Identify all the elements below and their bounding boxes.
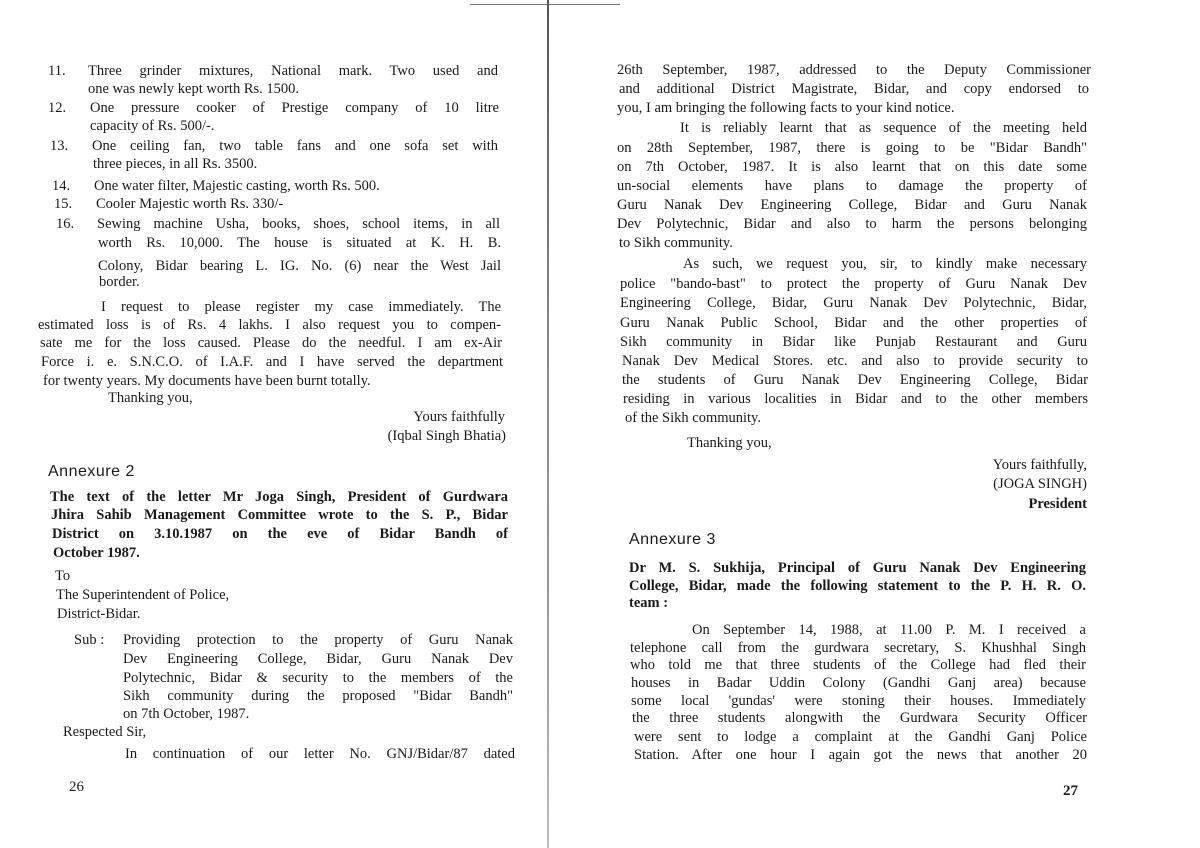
statement-line: telephone call from the gurdwara secretary, S. Khushhal Singh (630, 640, 1086, 656)
item-line: Three grinder mixtures, National mark. Two used and (88, 63, 498, 79)
paragraph-line: It is reliably learnt that as sequence of the meeting held (680, 120, 1087, 136)
paragraph-line: and additional District Magistrate, Bidar, and copy endorsed to (619, 81, 1089, 97)
closing-line: Yours faithfully (413, 409, 505, 425)
statement-line: houses in Badar Uddin Colony (Gandhi Ganj area) because (631, 675, 1086, 691)
paragraph-line: to Sikh community. (619, 235, 733, 251)
item-line: One water filter, Majestic casting, worth Rs. 500. (94, 178, 380, 194)
item-line: One pressure cooker of Prestige company of 10 litre (90, 100, 499, 116)
item-line: One ceiling fan, two table fans and one sofa set with (92, 138, 498, 154)
paragraph-line: 26th September, 1987, addressed to the Deputy Commissioner (617, 62, 1091, 78)
thanking-line: Thanking you, (687, 435, 772, 451)
page-edge-line (470, 4, 620, 5)
subject-line: on 7th October, 1987. (123, 706, 250, 722)
paragraph-line: Engineering College, Bidar, Guru Nanak Dev Polytechnic, Bidar, (620, 295, 1087, 311)
paragraph-line: police "bando-bast" to protect the property of Guru Nanak Dev (620, 276, 1087, 292)
salutation: Respected Sir, (63, 724, 147, 740)
paragraph-line: Nanak Dev Medical Stores. etc. and also to provide security to (622, 353, 1088, 369)
paragraph-line: un-social elements have plans to damage the property of (617, 178, 1087, 194)
paragraph-line: Force i. e. S.N.C.O. of I.A.F. and I have served the department (41, 354, 503, 370)
subject-line: Dev Engineering College, Bidar, Guru Nanak Dev (123, 651, 513, 667)
statement-line: the three students alongwith the Gurdwara Security Officer (632, 710, 1087, 726)
item-number: 12. (48, 100, 67, 116)
statement-line: who told me that three students of the College had fled their (630, 657, 1086, 673)
subject-line: Polytechnic, Bidar & security to the members of the (123, 670, 513, 686)
paragraph-line: for twenty years. My documents have been burnt totally. (43, 373, 371, 389)
signature-line: (Iqbal Singh Bhatia) (387, 428, 506, 444)
item-number: 13. (50, 138, 69, 154)
annexure-intro-line: District on 3.10.1987 on the eve of Bidar Bandh of (52, 526, 508, 542)
signature-title: President (1028, 496, 1087, 512)
signature-line: (JOGA SINGH) (993, 476, 1087, 492)
paragraph-line: estimated loss is of Rs. 4 lakhs. I also request you to compen- (38, 317, 501, 333)
item-number: 14. (52, 178, 71, 194)
annexure-intro-line: Jhira Sahib Management Committee wrote to the S. P., Bidar (51, 507, 508, 523)
paragraph-line: I request to please register my case immediately. The (101, 299, 501, 315)
paragraph-line: Guru Nanak Dev Engineering College, Bidar and Guru Nanak (617, 197, 1087, 213)
annexure-intro-line: October 1987. (53, 545, 140, 561)
item-line: border. (99, 274, 140, 290)
item-line: Colony, Bidar bearing L. IG. No. (6) near the West Jail (98, 258, 501, 274)
body-line: In continuation of our letter No. GNJ/Bidar/87 dated (125, 746, 515, 762)
paragraph-line: residing in various localities in Bidar and to the other members (623, 391, 1088, 407)
annexure-heading: Annexure 3 (629, 531, 716, 548)
page-number: 26 (69, 779, 84, 795)
closing-line: Yours faithfully, (992, 457, 1087, 473)
thanking-line: Thanking you, (108, 390, 193, 406)
item-number: 11. (48, 63, 66, 79)
book-spine (547, 0, 549, 848)
item-number: 16. (56, 216, 75, 232)
subject-line: Sikh community during the proposed "Bidar Bandh" (123, 688, 513, 704)
paragraph-line: the students of Guru Nanak Dev Engineering College, Bidar (622, 372, 1088, 388)
statement-line: were sent to lodge a complaint at the Gandhi Ganj Police (634, 729, 1087, 745)
paragraph-line: As such, we request you, sir, to kindly make necessary (683, 256, 1087, 272)
paragraph-line: you, I am bringing the following facts to your kind notice. (617, 100, 955, 116)
paragraph-line: on 7th October, 1987. It is also learnt that on this date some (617, 159, 1087, 175)
subject-label: Sub : (74, 632, 105, 648)
item-line: Cooler Majestic worth Rs. 330/- (96, 196, 284, 212)
paragraph-line: of the Sikh community. (625, 410, 761, 426)
paragraph-line: on 28th September, 1987, there is going to be "Bidar Bandh" (617, 140, 1087, 156)
item-line: capacity of Rs. 500/-. (90, 118, 215, 134)
paragraph-line: Sikh community in Bidar like Punjab Restaurant and Guru (620, 334, 1087, 350)
paragraph-line: Guru Nanak Public School, Bidar and the other properties of (620, 315, 1087, 331)
page-number: 27 (1063, 783, 1078, 799)
annexure-heading: Annexure 2 (48, 463, 135, 480)
paragraph-line: sate me for the loss caused. Please do the needful. I am ex-Air (40, 335, 502, 351)
annexure-intro-line: team : (629, 595, 669, 611)
annexure-intro-line: The text of the letter Mr Joga Singh, President of Gurdwara (50, 489, 508, 505)
address-line: The Superintendent of Police, (56, 587, 230, 603)
item-line: worth Rs. 10,000. The house is situated at K. H. B. (98, 235, 501, 251)
item-line: one was newly kept worth Rs. 1500. (88, 81, 300, 97)
item-line: Sewing machine Usha, books, shoes, school items, in all (97, 216, 500, 232)
subject-line: Providing protection to the property of Guru Nanak (123, 632, 513, 648)
item-number: 15. (54, 196, 73, 212)
statement-line: Station. After one hour I again got the news that another 20 (634, 747, 1087, 763)
annexure-intro-line: College, Bidar, made the following statement to the P. H. R. O. (629, 578, 1086, 594)
statement-line: On September 14, 1988, at 11.00 P. M. I received a (692, 622, 1086, 638)
address-line: District-Bidar. (57, 606, 141, 622)
annexure-intro-line: Dr M. S. Sukhija, Principal of Guru Nanak Dev Engineering (629, 560, 1086, 576)
item-line: three pieces, in all Rs. 3500. (93, 156, 258, 172)
paragraph-line: Dev Polytechnic, Bidar and also to harm the persons belonging (617, 216, 1087, 232)
address-line: To (55, 568, 71, 584)
statement-line: some local 'gundas' were stoning their houses. Immediately (631, 693, 1086, 709)
